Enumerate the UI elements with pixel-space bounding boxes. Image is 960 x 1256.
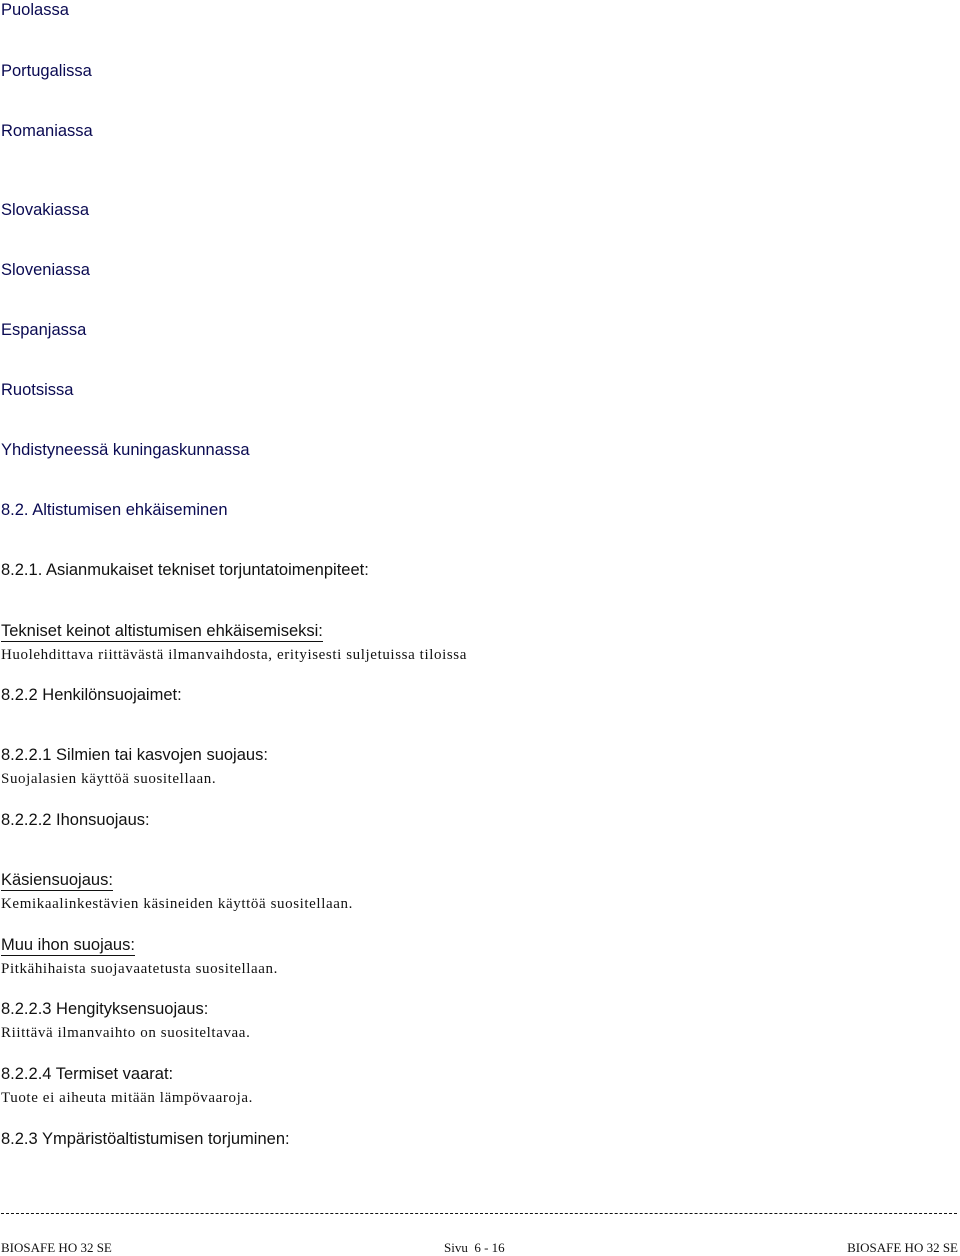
footer-right: BIOSAFE HO 32 SE [847, 1240, 958, 1255]
section-8-2-2-heading: 8.2.2 Henkilönsuojaimet: [1, 686, 182, 704]
section-8-2-3-heading: 8.2.3 Ympäristöaltistumisen torjuminen: [1, 1130, 290, 1148]
country-sweden: Ruotsissa [1, 381, 74, 399]
country-portugal: Portugalissa [1, 62, 92, 80]
section-8-2-heading: 8.2. Altistumisen ehkäiseminen [1, 501, 228, 519]
country-united-kingdom: Yhdistyneessä kuningaskunnassa [1, 441, 250, 459]
footer-page-number: Sivu 6 - 16 [444, 1240, 505, 1255]
section-8-2-2-3-heading: 8.2.2.3 Hengityksensuojaus: [1, 1000, 209, 1018]
section-8-2-1-heading: 8.2.1. Asianmukaiset tekniset torjuntatoimenpiteet: [1, 561, 369, 579]
other-skin-protection-text: Pitkähihaista suojavaatetusta suositellaan. [1, 961, 278, 977]
country-poland: Puolassa [1, 1, 69, 19]
technical-measures-label-text: Tekniset keinot altistumisen ehkäisemiseksi: [1, 622, 323, 640]
country-spain: Espanjassa [1, 321, 87, 339]
respiratory-protection-text: Riittävä ilmanvaihto on suositeltavaa. [1, 1025, 251, 1041]
eye-protection-text: Suojalasien käyttöä suositellaan. [1, 771, 217, 787]
country-slovakia: Slovakiassa [1, 201, 90, 219]
section-8-2-2-4-heading: 8.2.2.4 Termiset vaarat: [1, 1065, 174, 1083]
hand-protection-label-text: Käsiensuojaus: [1, 871, 113, 889]
hand-protection-label [1, 870, 113, 890]
thermal-hazards-text: Tuote ei aiheuta mitään lämpövaaroja. [1, 1090, 253, 1106]
other-skin-protection-label [1, 935, 135, 955]
section-8-2-2-1-heading: 8.2.2.1 Silmien tai kasvojen suojaus: [1, 746, 268, 764]
technical-measures-text: Huolehdittava riittävästä ilmanvaihdosta, erityisesti suljetuissa tiloissa [1, 647, 467, 663]
country-romania: Romaniassa [1, 122, 93, 140]
footer-left: BIOSAFE HO 32 SE [1, 1240, 112, 1255]
hand-protection-text: Kemikaalinkestävien käsineiden käyttöä suositellaan. [1, 896, 353, 912]
section-8-2-2-2-heading: 8.2.2.2 Ihonsuojaus: [1, 811, 150, 829]
technical-measures-label [1, 621, 323, 641]
country-slovenia: Sloveniassa [1, 261, 90, 279]
other-skin-protection-label-text: Muu ihon suojaus: [1, 936, 135, 954]
footer-divider [1, 1213, 957, 1214]
